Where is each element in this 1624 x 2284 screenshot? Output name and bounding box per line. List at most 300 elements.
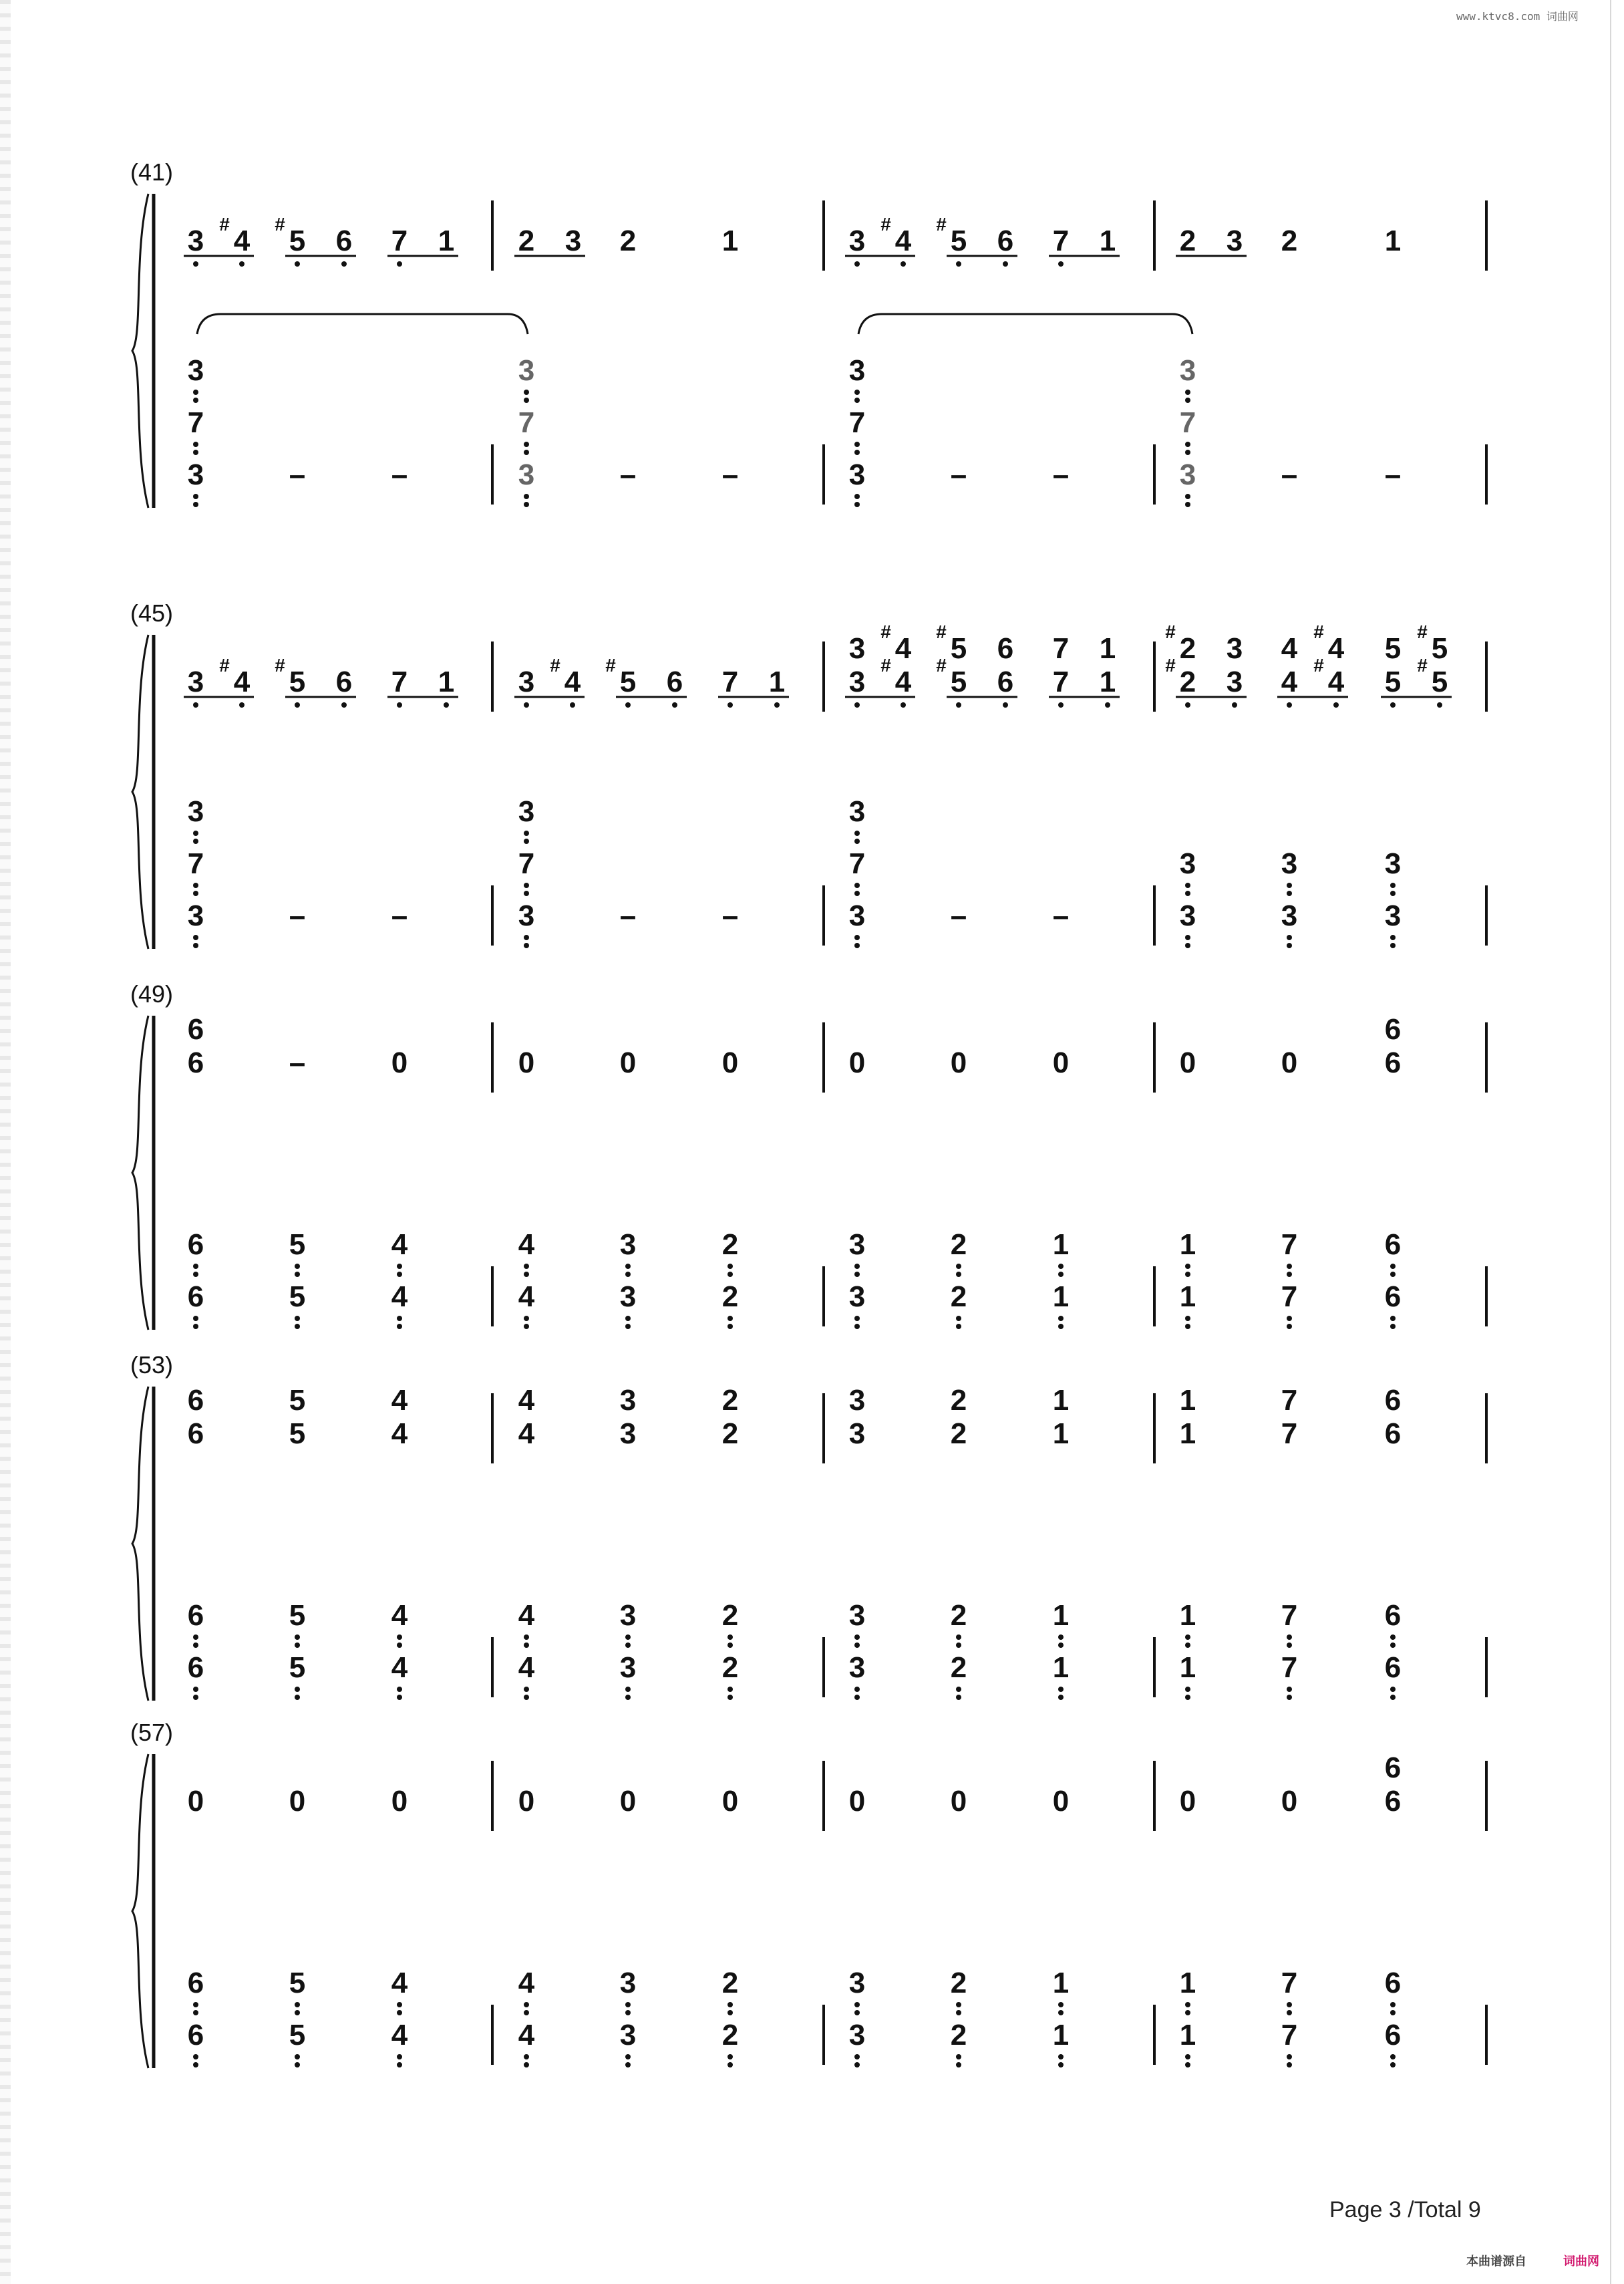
octave-dot-below bbox=[1390, 2002, 1396, 2007]
note-lower: 3 bbox=[848, 458, 866, 491]
note-lower: 2 bbox=[721, 1228, 739, 1261]
octave-dot-below bbox=[854, 1316, 860, 1321]
octave-dot-below bbox=[1058, 2002, 1064, 2007]
octave-dot-below bbox=[1058, 2010, 1064, 2015]
note-lower: 1 bbox=[1179, 1651, 1196, 1684]
octave-dot-below bbox=[1390, 1643, 1396, 1648]
note-upper-stacked: 3 bbox=[848, 1384, 866, 1417]
octave-dot-below bbox=[1185, 1643, 1190, 1648]
octave-dot-below bbox=[1058, 2054, 1064, 2059]
note-upper: 1 bbox=[721, 225, 739, 257]
octave-dot-below bbox=[1058, 1634, 1064, 1640]
octave-dot-below bbox=[1287, 883, 1292, 888]
note-lower: 6 bbox=[1384, 1228, 1402, 1261]
octave-dot-below bbox=[956, 261, 961, 267]
note-lower: 1 bbox=[1179, 1228, 1196, 1261]
note-lower: 5 bbox=[289, 1280, 306, 1313]
note-lower: 3 bbox=[187, 899, 204, 932]
note-lower: 3 bbox=[848, 1651, 866, 1684]
note-upper-stacked: 4 bbox=[895, 632, 912, 665]
octave-dot-below bbox=[524, 398, 529, 403]
sharp-sign: # bbox=[275, 214, 285, 235]
note-lower: 3 bbox=[848, 795, 866, 828]
octave-dot-below bbox=[524, 502, 529, 507]
note-upper: 0 bbox=[391, 1046, 408, 1079]
dash-sustain: – bbox=[721, 458, 739, 491]
octave-dot-below bbox=[524, 390, 529, 395]
octave-dot-below bbox=[524, 450, 529, 455]
octave-dot-below bbox=[1287, 1687, 1292, 1692]
octave-dot-below bbox=[397, 2010, 402, 2015]
octave-dot-below bbox=[1390, 935, 1396, 940]
tie-slur bbox=[197, 314, 528, 334]
note-lower: 4 bbox=[518, 1967, 535, 1999]
dash-sustain: – bbox=[391, 899, 408, 932]
octave-dot-below bbox=[1287, 943, 1292, 948]
note-upper-stacked: 4 bbox=[391, 1384, 408, 1417]
octave-dot-below bbox=[397, 1695, 402, 1700]
octave-dot-below bbox=[854, 450, 860, 455]
octave-dot-below bbox=[295, 702, 300, 708]
note-upper: 7 bbox=[391, 225, 408, 257]
note-lower: 3 bbox=[848, 1967, 866, 1999]
octave-dot-below bbox=[524, 2002, 529, 2007]
note-upper-stacked: 6 bbox=[1384, 1013, 1402, 1046]
note-lower: 7 bbox=[1281, 1280, 1298, 1313]
octave-dot-below bbox=[956, 1324, 961, 1329]
note-lower: 3 bbox=[518, 458, 535, 491]
octave-dot-below bbox=[854, 1272, 860, 1277]
octave-dot-below bbox=[854, 442, 860, 447]
octave-dot-below bbox=[1287, 935, 1292, 940]
octave-dot-below bbox=[193, 1264, 198, 1269]
note-lower: 3 bbox=[619, 1599, 637, 1632]
note-upper-stacked: 1 bbox=[1179, 1384, 1196, 1417]
octave-dot-below bbox=[854, 702, 860, 708]
note-upper: 6 bbox=[187, 1417, 204, 1450]
note-lower: 3 bbox=[1179, 899, 1196, 932]
note-upper: 0 bbox=[1281, 1046, 1298, 1079]
note-lower: 2 bbox=[721, 1599, 739, 1632]
note-lower: 3 bbox=[187, 458, 204, 491]
octave-dot-below bbox=[193, 502, 198, 507]
octave-dot-below bbox=[956, 1634, 961, 1640]
note-lower: 1 bbox=[1052, 1228, 1070, 1261]
octave-dot-below bbox=[956, 1643, 961, 1648]
note-lower: 1 bbox=[1179, 2019, 1196, 2051]
sharp-sign: # bbox=[936, 655, 947, 676]
octave-dot-below bbox=[193, 2054, 198, 2059]
octave-dot-below bbox=[854, 943, 860, 948]
octave-dot-below bbox=[524, 2062, 529, 2067]
octave-dot-below bbox=[854, 2010, 860, 2015]
octave-dot-below bbox=[1390, 1324, 1396, 1329]
note-upper: 0 bbox=[1052, 1046, 1070, 1079]
note-upper: 0 bbox=[518, 1046, 535, 1079]
octave-dot-below bbox=[1287, 1695, 1292, 1700]
octave-dot-below bbox=[854, 839, 860, 844]
octave-dot-below bbox=[1185, 2054, 1190, 2059]
note-lower: 3 bbox=[187, 795, 204, 828]
system-label: (41) bbox=[130, 158, 174, 186]
note-lower: 3 bbox=[848, 354, 866, 387]
octave-dot-below bbox=[524, 883, 529, 888]
octave-dot-below bbox=[397, 2054, 402, 2059]
octave-dot-below bbox=[295, 261, 300, 267]
octave-dot-below bbox=[854, 935, 860, 940]
note-lower: 3 bbox=[619, 2019, 637, 2051]
sharp-sign: # bbox=[936, 621, 947, 642]
octave-dot-below bbox=[625, 1643, 631, 1648]
octave-dot-below bbox=[524, 1324, 529, 1329]
note-upper: 0 bbox=[619, 1785, 637, 1818]
note-upper: 0 bbox=[721, 1046, 739, 1079]
note-lower: 6 bbox=[187, 1599, 204, 1632]
note-lower: 7 bbox=[1179, 406, 1196, 439]
octave-dot-below bbox=[193, 2062, 198, 2067]
note-lower: 7 bbox=[1281, 1967, 1298, 1999]
tie-slur bbox=[858, 314, 1192, 334]
octave-dot-below bbox=[854, 1687, 860, 1692]
note-upper-stacked: 1 bbox=[1099, 632, 1116, 665]
octave-dot-below bbox=[625, 1264, 631, 1269]
note-upper: 0 bbox=[391, 1785, 408, 1818]
octave-dot-below bbox=[524, 2054, 529, 2059]
note-upper: 7 bbox=[1281, 1417, 1298, 1450]
note-upper: 2 bbox=[1179, 666, 1196, 698]
octave-dot-below bbox=[1185, 398, 1190, 403]
sharp-sign: # bbox=[1313, 655, 1324, 676]
system-brace bbox=[132, 635, 148, 949]
octave-dot-below bbox=[570, 702, 575, 708]
note-lower: 6 bbox=[187, 1228, 204, 1261]
octave-dot-below bbox=[193, 943, 198, 948]
note-upper: 1 bbox=[1052, 1417, 1070, 1450]
dash-sustain: – bbox=[619, 458, 637, 491]
octave-dot-below bbox=[397, 1643, 402, 1648]
note-upper-stacked: 2 bbox=[950, 1384, 967, 1417]
octave-dot-below bbox=[1058, 1324, 1064, 1329]
octave-dot-below bbox=[854, 1634, 860, 1640]
note-lower: 1 bbox=[1052, 2019, 1070, 2051]
note-lower: 3 bbox=[619, 1228, 637, 1261]
note-lower: 3 bbox=[619, 1967, 637, 1999]
note-upper: 6 bbox=[1384, 1417, 1402, 1450]
octave-dot-below bbox=[727, 1695, 733, 1700]
octave-dot-below bbox=[193, 1695, 198, 1700]
note-upper: 5 bbox=[1431, 666, 1448, 698]
sharp-sign: # bbox=[550, 655, 560, 676]
note-upper: 5 bbox=[619, 666, 637, 698]
octave-dot-below bbox=[1003, 261, 1008, 267]
note-upper: 1 bbox=[438, 666, 455, 698]
octave-dot-below bbox=[854, 502, 860, 507]
note-upper: 7 bbox=[721, 666, 739, 698]
octave-dot-below bbox=[1058, 2062, 1064, 2067]
octave-dot-below bbox=[1185, 450, 1190, 455]
octave-dot-below bbox=[193, 398, 198, 403]
note-lower: 5 bbox=[289, 1599, 306, 1632]
note-upper: 0 bbox=[721, 1785, 739, 1818]
octave-dot-below bbox=[1185, 1687, 1190, 1692]
sharp-sign: # bbox=[1313, 621, 1324, 642]
sharp-sign: # bbox=[1417, 621, 1428, 642]
note-upper: 5 bbox=[950, 666, 967, 698]
octave-dot-below bbox=[1185, 702, 1190, 708]
octave-dot-below bbox=[1185, 1634, 1190, 1640]
octave-dot-below bbox=[1185, 1272, 1190, 1277]
octave-dot-below bbox=[295, 1316, 300, 1321]
octave-dot-below bbox=[1390, 943, 1396, 948]
octave-dot-below bbox=[341, 261, 347, 267]
note-lower: 3 bbox=[1384, 899, 1402, 932]
octave-dot-below bbox=[727, 1272, 733, 1277]
octave-dot-below bbox=[854, 390, 860, 395]
dash-sustain: – bbox=[1384, 458, 1402, 491]
note-upper: 5 bbox=[1384, 666, 1402, 698]
note-upper: 0 bbox=[950, 1046, 967, 1079]
note-lower: 6 bbox=[187, 1280, 204, 1313]
note-lower: 7 bbox=[1281, 2019, 1298, 2051]
sharp-sign: # bbox=[880, 655, 891, 676]
system-brace bbox=[132, 194, 148, 508]
note-lower: 4 bbox=[391, 1280, 408, 1313]
octave-dot-below bbox=[444, 702, 449, 708]
note-upper: 3 bbox=[848, 666, 866, 698]
octave-dot-below bbox=[625, 2010, 631, 2015]
octave-dot-below bbox=[193, 883, 198, 888]
note-upper: 3 bbox=[187, 225, 204, 257]
note-lower: 3 bbox=[187, 354, 204, 387]
note-lower: 1 bbox=[1052, 1651, 1070, 1684]
note-lower: 2 bbox=[950, 1599, 967, 1632]
octave-dot-below bbox=[295, 2002, 300, 2007]
octave-dot-below bbox=[524, 1272, 529, 1277]
dash-sustain: – bbox=[1052, 458, 1070, 491]
octave-dot-below bbox=[854, 2002, 860, 2007]
octave-dot-below bbox=[672, 702, 677, 708]
note-lower: 2 bbox=[721, 1280, 739, 1313]
note-upper: 7 bbox=[1052, 225, 1070, 257]
octave-dot-below bbox=[727, 1687, 733, 1692]
octave-dot-below bbox=[193, 1643, 198, 1648]
note-lower: 6 bbox=[1384, 1651, 1402, 1684]
note-lower: 3 bbox=[848, 1599, 866, 1632]
octave-dot-below bbox=[1390, 883, 1396, 888]
note-upper: 5 bbox=[289, 225, 306, 257]
octave-dot-below bbox=[727, 1316, 733, 1321]
note-upper: 3 bbox=[1226, 225, 1243, 257]
octave-dot-below bbox=[193, 1272, 198, 1277]
octave-dot-below bbox=[193, 450, 198, 455]
note-upper-stacked: 5 bbox=[289, 1384, 306, 1417]
note-upper: 4 bbox=[1281, 666, 1298, 698]
octave-dot-below bbox=[524, 442, 529, 447]
note-lower: 5 bbox=[289, 1967, 306, 1999]
octave-dot-below bbox=[625, 2002, 631, 2007]
note-upper: 6 bbox=[997, 225, 1014, 257]
dash-sustain: – bbox=[1281, 458, 1298, 491]
octave-dot-below bbox=[524, 943, 529, 948]
note-lower: 7 bbox=[187, 406, 204, 439]
note-upper: 6 bbox=[335, 666, 353, 698]
note-upper: 3 bbox=[518, 666, 535, 698]
octave-dot-below bbox=[1232, 702, 1237, 708]
note-upper: 6 bbox=[997, 666, 1014, 698]
note-upper: 4 bbox=[391, 1417, 408, 1450]
site-header: www.ktvc8.com 词曲网 bbox=[1456, 10, 1579, 23]
note-upper: 1 bbox=[438, 225, 455, 257]
note-lower: 2 bbox=[721, 1967, 739, 1999]
octave-dot-below bbox=[1185, 442, 1190, 447]
note-lower: 4 bbox=[391, 1228, 408, 1261]
dash-sustain: – bbox=[721, 899, 739, 932]
octave-dot-below bbox=[1185, 1264, 1190, 1269]
system-label: (57) bbox=[130, 1719, 174, 1746]
octave-dot-below bbox=[901, 702, 906, 708]
octave-dot-below bbox=[854, 2062, 860, 2067]
octave-dot-below bbox=[524, 1634, 529, 1640]
note-upper: 0 bbox=[1179, 1046, 1196, 1079]
note-upper: 3 bbox=[1226, 666, 1243, 698]
note-lower: 1 bbox=[1052, 1967, 1070, 1999]
note-lower: 7 bbox=[518, 847, 535, 880]
octave-dot-below bbox=[1287, 891, 1292, 896]
octave-dot-below bbox=[1390, 702, 1396, 708]
octave-dot-below bbox=[295, 1272, 300, 1277]
note-lower: 4 bbox=[391, 2019, 408, 2051]
octave-dot-below bbox=[1287, 1643, 1292, 1648]
dash-sustain: – bbox=[1052, 899, 1070, 932]
note-upper-stacked: 2 bbox=[1179, 632, 1196, 665]
octave-dot-below bbox=[193, 494, 198, 499]
octave-dot-below bbox=[727, 2002, 733, 2007]
note-upper-stacked: 6 bbox=[187, 1013, 204, 1046]
octave-dot-below bbox=[1185, 502, 1190, 507]
note-lower: 4 bbox=[391, 1651, 408, 1684]
note-upper: 1 bbox=[768, 666, 786, 698]
octave-dot-below bbox=[727, 702, 733, 708]
note-upper: 6 bbox=[1384, 1046, 1402, 1079]
octave-dot-below bbox=[397, 1687, 402, 1692]
octave-dot-below bbox=[956, 2002, 961, 2007]
note-upper: 4 bbox=[564, 666, 581, 698]
octave-dot-below bbox=[1058, 1272, 1064, 1277]
note-upper: 6 bbox=[335, 225, 353, 257]
octave-dot-below bbox=[727, 1634, 733, 1640]
note-lower: 3 bbox=[848, 1280, 866, 1313]
note-lower: 4 bbox=[518, 1280, 535, 1313]
note-lower: 3 bbox=[518, 795, 535, 828]
octave-dot-below bbox=[956, 2010, 961, 2015]
octave-dot-below bbox=[1287, 1264, 1292, 1269]
octave-dot-below bbox=[295, 2062, 300, 2067]
octave-dot-below bbox=[1185, 1324, 1190, 1329]
octave-dot-below bbox=[193, 1324, 198, 1329]
octave-dot-below bbox=[956, 1316, 961, 1321]
note-lower: 1 bbox=[1179, 1599, 1196, 1632]
octave-dot-below bbox=[854, 494, 860, 499]
note-upper-stacked: 4 bbox=[1327, 632, 1345, 665]
note-upper: 6 bbox=[666, 666, 683, 698]
octave-dot-below bbox=[854, 891, 860, 896]
note-upper: 6 bbox=[1384, 1785, 1402, 1818]
octave-dot-below bbox=[1390, 2054, 1396, 2059]
octave-dot-below bbox=[295, 1264, 300, 1269]
octave-dot-below bbox=[239, 261, 245, 267]
dash-sustain: – bbox=[289, 458, 306, 491]
octave-dot-below bbox=[397, 1272, 402, 1277]
note-upper: 0 bbox=[289, 1785, 306, 1818]
note-lower: 3 bbox=[1384, 847, 1402, 880]
note-lower: 3 bbox=[848, 1228, 866, 1261]
note-upper-stacked: 4 bbox=[518, 1384, 535, 1417]
sharp-sign: # bbox=[275, 655, 285, 676]
sharp-sign: # bbox=[1417, 655, 1428, 676]
octave-dot-below bbox=[1287, 1324, 1292, 1329]
octave-dot-below bbox=[239, 702, 245, 708]
octave-dot-below bbox=[524, 839, 529, 844]
octave-dot-below bbox=[625, 2054, 631, 2059]
octave-dot-below bbox=[956, 2054, 961, 2059]
note-upper-stacked: 3 bbox=[848, 632, 866, 665]
octave-dot-below bbox=[854, 398, 860, 403]
octave-dot-below bbox=[1287, 1272, 1292, 1277]
note-upper: 2 bbox=[1281, 225, 1298, 257]
note-upper: 0 bbox=[1052, 1785, 1070, 1818]
note-lower: 3 bbox=[848, 2019, 866, 2051]
brand-label: 词曲网 bbox=[1563, 2255, 1599, 2268]
note-lower: 3 bbox=[518, 899, 535, 932]
dash-sustain: – bbox=[950, 899, 967, 932]
note-lower: 3 bbox=[619, 1280, 637, 1313]
octave-dot-below bbox=[295, 1687, 300, 1692]
octave-dot-below bbox=[397, 2002, 402, 2007]
octave-dot-below bbox=[1287, 1634, 1292, 1640]
note-lower: 2 bbox=[721, 1651, 739, 1684]
octave-dot-below bbox=[1437, 702, 1442, 708]
octave-dot-below bbox=[524, 1687, 529, 1692]
octave-dot-below bbox=[295, 1695, 300, 1700]
note-upper: 5 bbox=[289, 666, 306, 698]
note-upper-stacked: 6 bbox=[997, 632, 1014, 665]
note-upper: 1 bbox=[1099, 666, 1116, 698]
note-upper: 5 bbox=[289, 1417, 306, 1450]
sharp-sign: # bbox=[880, 214, 891, 235]
note-upper: 4 bbox=[895, 225, 912, 257]
octave-dot-below bbox=[854, 261, 860, 267]
note-upper: 3 bbox=[619, 1417, 637, 1450]
note-upper: 0 bbox=[518, 1785, 535, 1818]
octave-dot-below bbox=[397, 1634, 402, 1640]
note-upper: 3 bbox=[187, 666, 204, 698]
octave-dot-below bbox=[1287, 2062, 1292, 2067]
note-lower: 4 bbox=[518, 1651, 535, 1684]
note-lower: 5 bbox=[289, 2019, 306, 2051]
octave-dot-below bbox=[524, 1316, 529, 1321]
octave-dot-below bbox=[956, 702, 961, 708]
octave-dot-below bbox=[193, 891, 198, 896]
note-upper: 6 bbox=[187, 1046, 204, 1079]
octave-dot-below bbox=[1058, 1316, 1064, 1321]
dash-sustain: – bbox=[391, 458, 408, 491]
octave-dot-below bbox=[1390, 891, 1396, 896]
note-lower: 6 bbox=[187, 2019, 204, 2051]
octave-dot-below bbox=[397, 1316, 402, 1321]
octave-dot-below bbox=[397, 1324, 402, 1329]
octave-dot-below bbox=[1185, 935, 1190, 940]
octave-dot-below bbox=[1287, 2010, 1292, 2015]
